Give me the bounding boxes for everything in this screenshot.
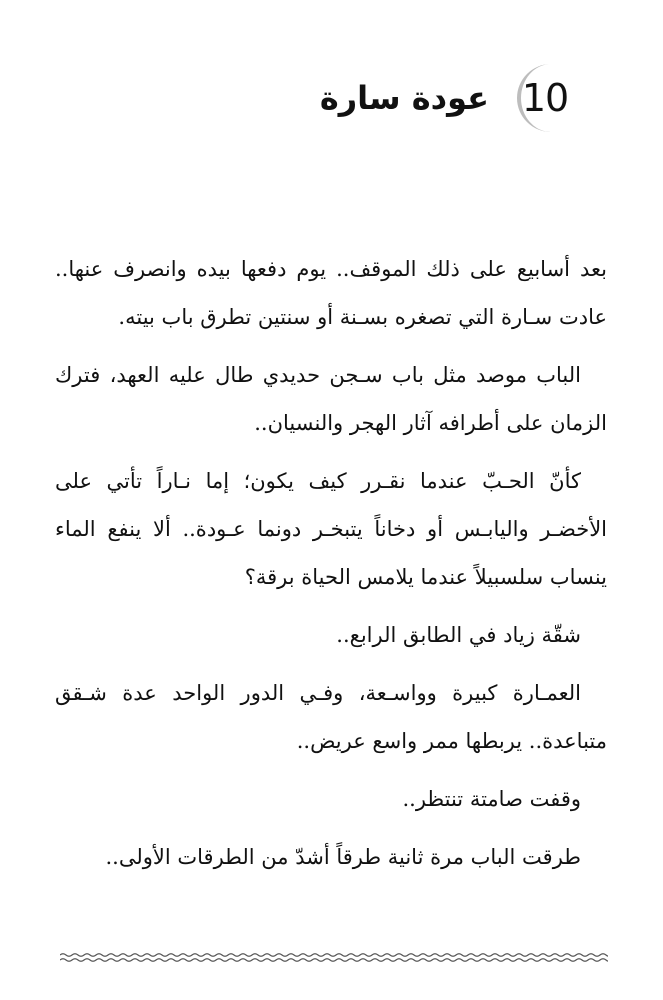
paragraph: بعد أسابيع على ذلك الموقف.. يوم دفعها بيده وانصرف عنها.. عادت سـارة التي تصغره بسـنة أو سنتين تطرق باب بيته.	[55, 257, 607, 329]
chapter-body	[55, 245, 607, 891]
chapter-number: 10	[521, 76, 569, 120]
paragraph: طرقت الباب مرة ثانية طرقاً أشدّ من الطرقات الأولى..	[105, 845, 581, 869]
paragraph: الباب موصد مثل باب سـجن حديدي طال عليه العهد، فترك الزمان على أطرافه آثار الهجر والنسيان..	[55, 363, 607, 435]
wavy-line-divider	[60, 950, 608, 966]
chapter-header	[320, 60, 581, 136]
paragraph: شقّة زياد في الطابق الرابع..	[336, 623, 581, 647]
paragraph: كأنّ الحـبّ عندما نقـرر كيف يكون؛ إما نـاراً تأتي على الأخضـر واليابـس أو دخاناً يتبخـر دونما عـودة.. ألا ينفع الماء ينساب سلسبيلاً عندما يلامس الحياة برقة؟	[55, 469, 607, 589]
chapter-badge	[505, 60, 581, 136]
chapter-title: عودة سارة	[319, 79, 489, 117]
paragraph: العمـارة كبيرة وواسـعة، وفـي الدور الواحد عدة شـقق متباعدة.. يربطها ممر واسع عريض..	[55, 681, 607, 753]
paragraph: وقفت صامتة تنتظر..	[402, 787, 581, 811]
